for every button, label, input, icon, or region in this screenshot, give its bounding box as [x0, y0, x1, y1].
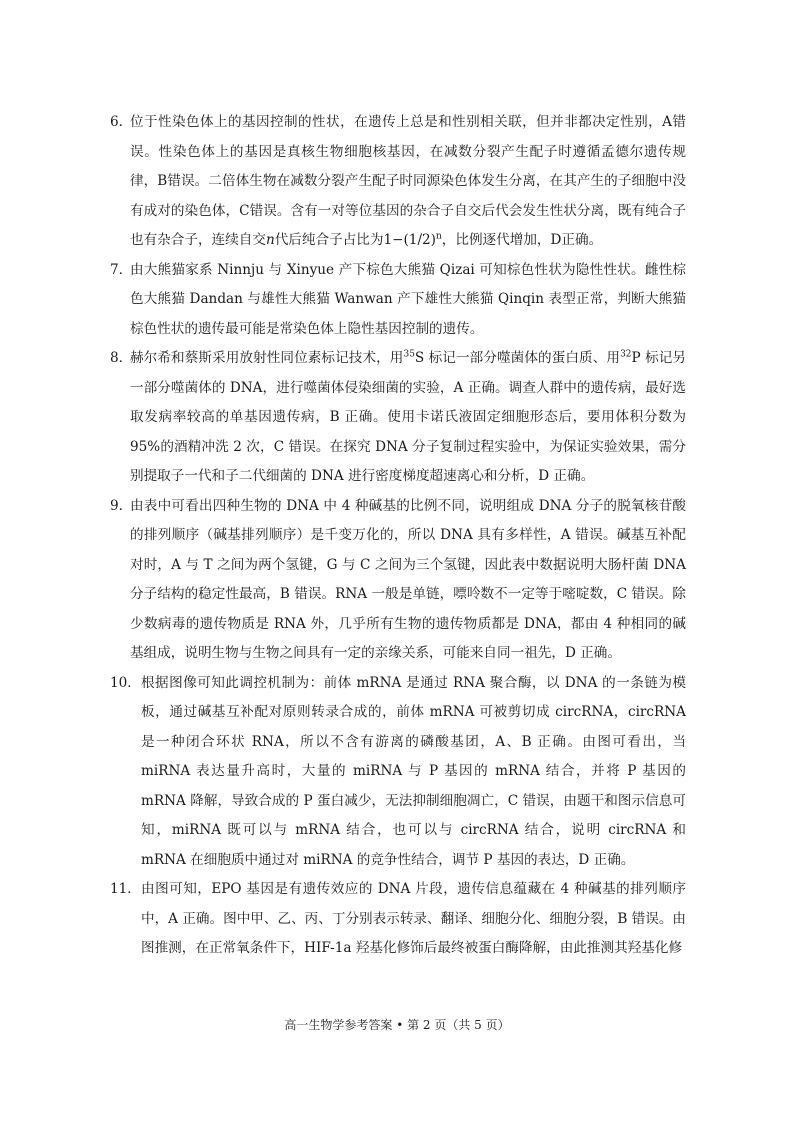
item-text: 根据图像可知此调控机制为：前体 mRNA 是通过 RNA 聚合酶，以 DNA 的一条链为模板，通过碱基互补配对原则转录合成的，前体 mRNA 可被剪切成 circRNA，circRNA 是一种闭合环状 RNA，所以不含有游离的磷酸基团，A、B 正确。由图可看出，当 miRNA 表达量升高时，大量的 miRNA 与 P 基因的 mRNA 结合，并将 P 基因的 mRNA 降解，导致合成的 P 蛋白减少，无法抑制细胞凋亡，C 错误，由题干和图示信息可知，miRNA 既可以与 mRNA 结合，也可以与 circRNA 结合，说明 circRNA 和 mRNA 在细胞质中通过对 miRNA 的竞争性结合，调节 P 基因的表达，D 正确。: [141, 674, 686, 868]
answer-item-9: [110, 492, 686, 669]
item-number: 11．: [110, 881, 141, 897]
answer-item-8: [110, 344, 686, 492]
item-number: 8．: [110, 350, 133, 366]
item-number: 7．: [110, 261, 133, 278]
answer-content: [110, 108, 686, 964]
answer-item-7: [110, 256, 686, 345]
item-text: 由表中可看出四种生物的 DNA 中 4 种碱基的比例不同，说明组成 DNA 分子的脱氧核苷酸的排列顺序（碱基排列顺序）是千变万化的，所以 DNA 具有多样性，A 错误。碱基互补配对时，A 与 T 之间为两个氢键，G 与 C 之间为三个氢键，因此表中数据说明大肠杆菌 DNA 分子结构的稳定性最高，B 错误。RNA 一般是单链，嘌呤数不一定等于嘧啶数，C 错误。除少数病毒的遗传物质是 RNA 外，几乎所有生物的遗传物质都是 DNA，都由 4 种相同的碱基组成，说明生物与生物之间具有一定的亲缘关系，可能来自同一祖先，D 正确。: [130, 497, 686, 661]
item-number: 6．: [110, 114, 133, 130]
answer-item-6: [110, 108, 686, 256]
item-text: 赫尔希和蔡斯采用放射性同位素标记技术，用$^{35}$S 标记一部分噬菌体的蛋白质、用$^{32}$P 标记另一部分噬菌体的 DNA，进行噬菌体侵染细菌的实验，A 正确。调查人群中的遗传病，最好选取发病率较高的单基因遗传病，B 正确。使用卡诺氏液固定细胞形态后，要用体积分数为 95%的酒精冲洗 2 次，C 错误。在探究 DNA 分子复制过程实验中，为保证实验效果，需分别提取子一代和子二代细菌的 DNA 进行密度梯度超速离心和分析，D 正确。: [130, 349, 687, 484]
answer-item-11: [110, 875, 686, 964]
answer-item-10: [110, 669, 686, 876]
item-text: 由大熊猫家系 Ninnju 与 Xinyue 产下棕色大熊猫 Qizai 可知棕色性状为隐性性状。雌性棕色大熊猫 Dandan 与雄性大熊猫 Wanwan 产下雄性大熊猫 Qinqin 表型正常，判断大熊猫棕色性状的遗传最可能是常染色体上隐性基因控制的遗传。: [130, 261, 686, 337]
item-number: 10．: [110, 674, 141, 691]
item-text: 位于性染色体上的基因控制的性状，在遗传上总是和性别相关联，但并非都决定性别，A错误。性染色体上的基因是真核生物细胞核基因，在减数分裂产生配子时遵循孟德尔遗传规律，B错误。二倍体生物在减数分裂产生配子时同源染色体发生分离，在其产生的子细胞中没有成对的染色体，C错误。含有一对等位基因的杂合子自交后代会发生性状分离，既有纯合子也有杂合子，连续自交n代后纯合子占比为$1-(1/2)^n$，比例逐代增加，D正确。: [130, 114, 686, 248]
item-text: 由图可知，EPO 基因是有遗传效应的 DNA 片段，遗传信息蕴藏在 4 种碱基的排列顺序中，A 正确。图中甲、乙、丙、丁分别表示转录、翻译、细胞分化、细胞分裂，B 错误。由图推测，在正常氧条件下，HIF-1a 羟基化修饰后最终被蛋白酶降解，由此推测其羟基化修: [141, 881, 687, 956]
item-number: 9．: [110, 497, 133, 514]
page-footer: 高一生物学参考答案 • 第 2 页（共 5 页）: [284, 1018, 510, 1032]
